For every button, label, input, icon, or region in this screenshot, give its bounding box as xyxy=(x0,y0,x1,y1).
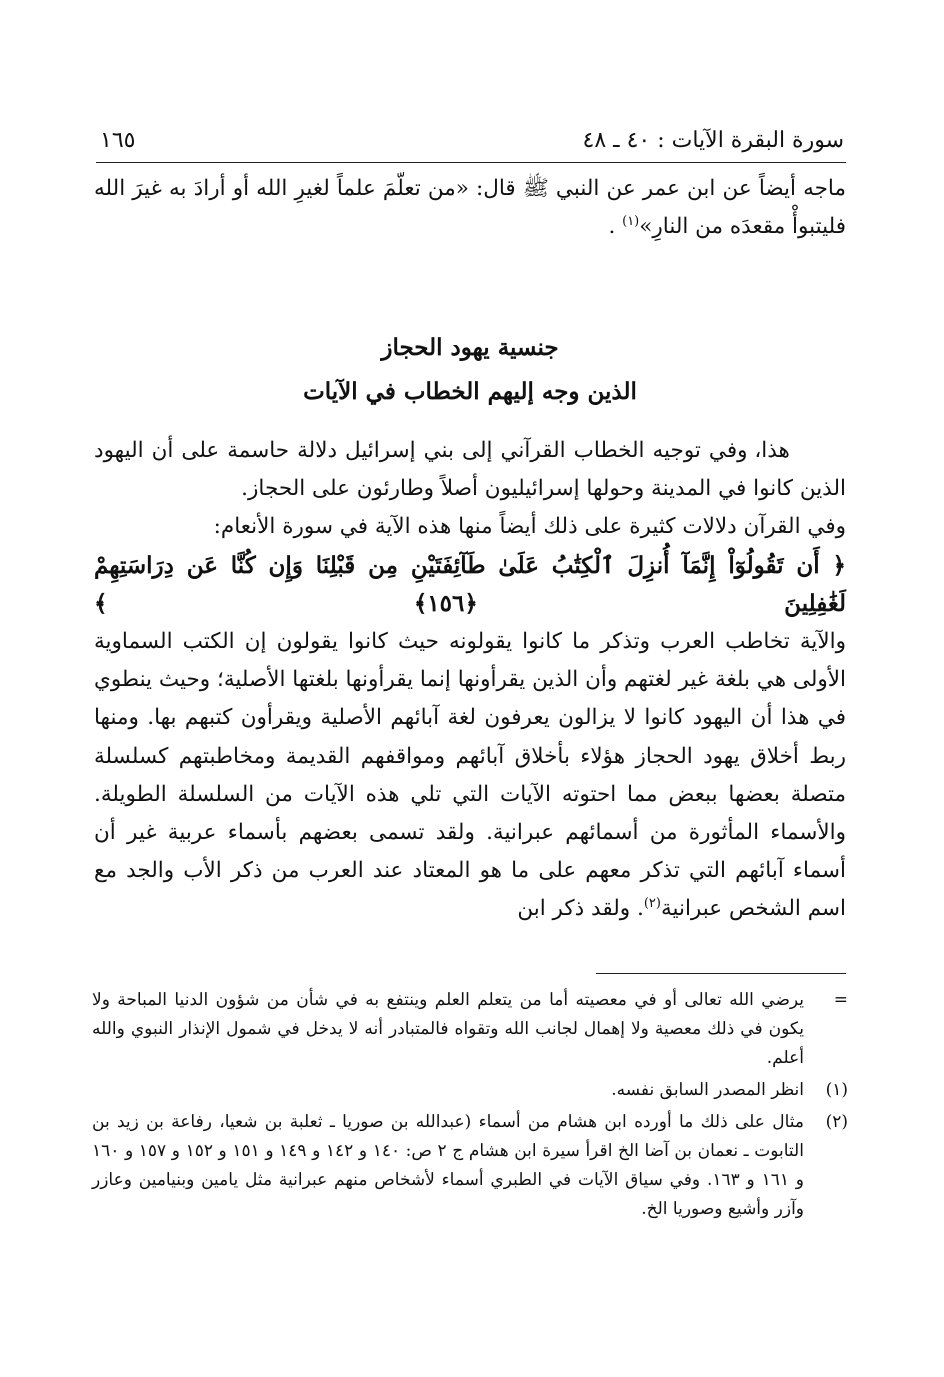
footnote-text: انظر المصدر السابق نفسه. xyxy=(611,1080,804,1100)
footnote-text: يرضي الله تعالى أو في معصيته أما من يتعلم العلم وينتفع به في شأن من شؤون الدنيا المباحة ولا يكون في ذلك معصية ولا إهمال لجانب الله وتقواه فالمتبادر أنه لا يدخل في شمول الإنذار النبوي والله أعلم. xyxy=(92,990,804,1068)
paragraph-1 xyxy=(94,432,846,508)
paragraph-2-rest: والآية تخاطب العرب وتذكر ما كانوا يقولونه حيث كانوا يقولون إن الكتب السماوية الأولى هي بلغة غير لغتهم وأن الذين يقرأونها إنما يقرأونها بلغتها الأصلية؛ وحيث ينطوي في هذا أن اليهود كانوا لا يزالون يعرفون لغة آبائهم الأصلية ويقرأون كتبهم بها. ومنها ربط أخلاق يهود الحجاز هؤلاء بأخلاق آبائهم ومواقفهم القديمة ومخاطبتهم كسلسلة متصلة بعضها ببعض مما احتوته الآيات التي تلي هذه الآيات من السلسلة الطويلة. والأسماء المأثورة من أسمائهم عبرانية. ولقد تسمى بعضهم بأسماء عربية غير أن أسماء آبائهم التي تذكر معهم على ما هو المعتاد عند العرب من ذكر الأب والجد مع اسم الشخص عبرانية xyxy=(94,629,846,922)
footnotes xyxy=(92,986,848,1227)
footnote-text: مثال على ذلك ما أورده ابن هشام من أسماء (عبدالله بن صوريا ـ ثعلبة بن شعيا، رفاعة بن زيد بن التابوت ـ نعمان بن آضا الخ اقرأ سيرة ابن هشام ج ٢ ص: ١٤٠ و ١٤٢ و ١٤٩ و ١٥١ و ١٥٢ و ١٥٧ و ١٦٠ و ١٦١ و ١٦٣. وفي سياق الآيات في الطبري أسماء لأشخاص منهم عبرانية مثل يامين وبنيامين وعازر وآزر وأشيع وصوريا الخ. xyxy=(92,1112,804,1219)
footnote-continued xyxy=(92,986,848,1073)
running-title: سورة البقرة الآيات : ٤٠ ـ ٤٨ xyxy=(582,128,844,153)
paragraph-1-text: هذا، وفي توجيه الخطاب القرآني إلى بني إسرائيل دلالة حاسمة على أن اليهود الذين كانوا في المدينة وحولها إسرائيليون أصلاً وطارئون على الحجاز. xyxy=(94,438,846,502)
footnote-marker: (١) xyxy=(825,1080,848,1100)
main-text xyxy=(94,432,846,929)
paragraph-2 xyxy=(94,508,846,928)
section-heading-line-2: الذين وجه إليهم الخطاب في الآيات xyxy=(303,378,637,405)
footnote-ref-2: (٢) xyxy=(643,896,661,912)
footnote-marker: = xyxy=(833,990,848,1010)
intro-text: ماجه أيضاً عن ابن عمر عن النبي ﷺ قال: «من تعلّمَ علماً لغيرِ الله أو أرادَ به غيرَ الله فليتبوأْ مقعدَه من النارِ» xyxy=(94,176,846,239)
page-number: ١٦٥ xyxy=(100,128,136,153)
section-heading-line-1: جنسية يهود الحجاز xyxy=(381,334,559,361)
paragraph-2-end: . ولقد ذكر ابن xyxy=(517,896,644,922)
footnote-divider xyxy=(596,973,846,974)
header-divider xyxy=(96,162,846,163)
paragraph-2-start: وفي القرآن دلالات كثيرة على ذلك أيضاً منها هذه الآية في سورة الأنعام: xyxy=(213,514,846,540)
page-header xyxy=(96,124,844,160)
intro-end: . xyxy=(608,214,623,239)
footnote-2 xyxy=(92,1108,848,1224)
footnote-ref-1: (١) xyxy=(622,213,640,229)
intro-paragraph xyxy=(94,170,846,246)
footnote-marker: (٢) xyxy=(825,1112,848,1132)
quran-verse: ﴿ أَن تَقُولُوٓاْ إِنَّمَآ أُنزِلَ ٱلْكِتَٰبُ عَلَىٰ طَآئِفَتَيْنِ مِن قَبْلِنَا وَإِن كُنَّا عَن دِرَاسَتِهِمْ لَغَٰفِلِينَ ﴿١٥٦﴾ ﴾ xyxy=(94,551,846,617)
footnote-1 xyxy=(92,1076,848,1105)
